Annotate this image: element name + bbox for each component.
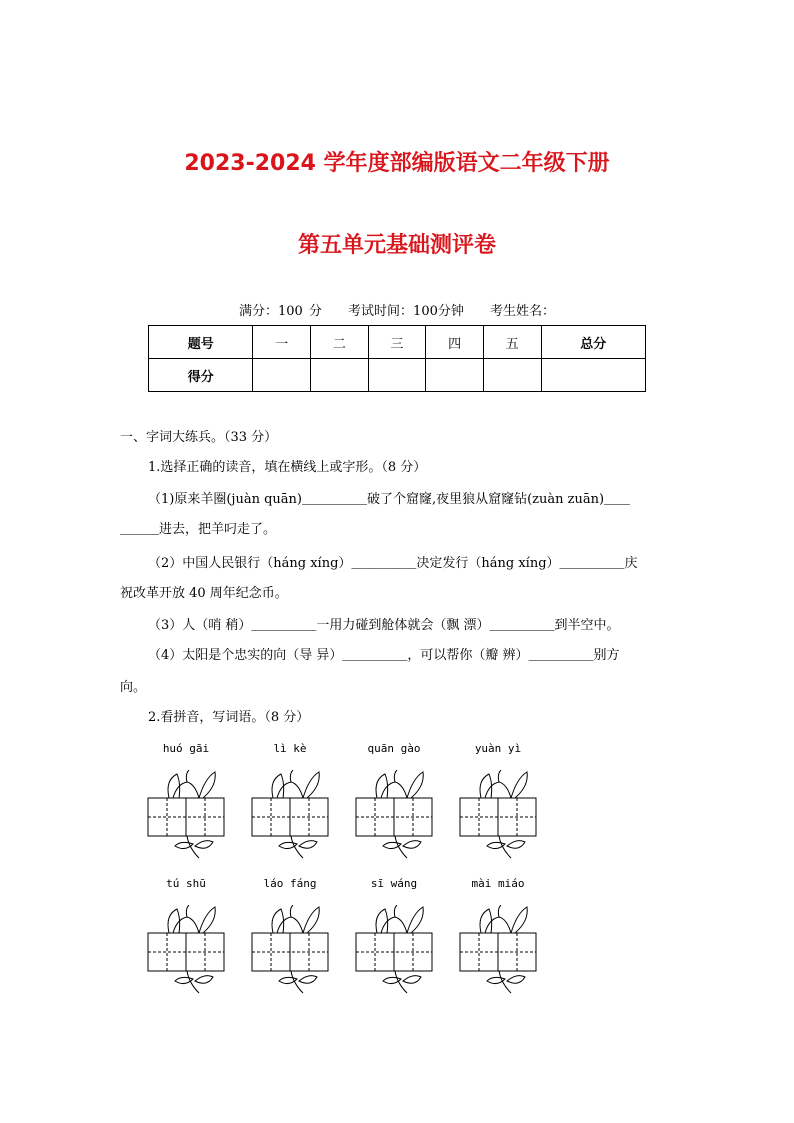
word-writing-grid[interactable] — [459, 905, 537, 995]
pinyin-label: quān gào — [367, 742, 421, 755]
title-line-2: 第五单元基础测评卷 — [297, 233, 496, 258]
pinyin-label: mài miáo — [471, 877, 525, 890]
score-header-cell: 题号 — [149, 326, 253, 359]
score-header-cell: 三 — [368, 326, 426, 359]
word-writing-grid[interactable] — [251, 770, 329, 860]
q1-heading: 1.选择正确的读音，填在横线上或字形。（8 分） — [148, 460, 427, 475]
score-header-cell: 二 — [311, 326, 369, 359]
score-table-score-row — [149, 359, 646, 392]
full-score: 满分：100 分 — [238, 304, 322, 319]
score-header-cell: 一 — [253, 326, 311, 359]
score-input-cell[interactable] — [483, 359, 541, 392]
score-input-cell[interactable] — [253, 359, 311, 392]
section-1-heading: 一、字词大练兵。（33 分） — [120, 430, 278, 445]
q2-heading: 2.看拼音，写词语。（8 分） — [148, 710, 310, 725]
pinyin-label: sī wáng — [370, 877, 418, 890]
pinyin-label: huó gāi — [162, 742, 210, 755]
exam-time: 考试时间：100分钟 — [348, 304, 464, 319]
pinyin-label: tú shū — [166, 877, 206, 890]
q1-item-2b: 祝改革开放 40 周年纪念币。 — [120, 586, 288, 601]
score-input-cell[interactable] — [311, 359, 369, 392]
score-table — [148, 325, 646, 392]
word-writing-grid[interactable] — [355, 905, 433, 995]
title-line-1: 2023-2024 学年度部编版语文二年级下册 — [184, 151, 610, 176]
word-writing-grid[interactable] — [459, 770, 537, 860]
q1-item-1a: （1)原来羊圈(juàn quān)＿＿＿＿＿破了个窟窿,夜里狼从窟窿钻(zuàn zuān)＿＿ — [148, 492, 631, 507]
q1-item-4b: 向。 — [120, 680, 147, 695]
score-header-cell: 四 — [426, 326, 484, 359]
name-label: 考生姓名： — [490, 304, 556, 319]
score-row-label: 得分 — [149, 359, 253, 392]
word-writing-grid[interactable] — [147, 770, 225, 860]
q1-item-4a: （4）太阳是个忠实的向（导 异）＿＿＿＿＿，可以帮你（瓣 辨）＿＿＿＿＿别方 — [148, 648, 620, 663]
exam-info — [0, 300, 794, 319]
score-input-cell[interactable] — [541, 359, 645, 392]
word-writing-grid[interactable] — [355, 770, 433, 860]
pinyin-label: láo fáng — [263, 877, 317, 890]
word-writing-grid[interactable] — [147, 905, 225, 995]
q1-item-3: （3）人（哨 稍）＿＿＿＿＿一用力碰到舱体就会（飘 漂）＿＿＿＿＿到半空中。 — [148, 618, 620, 633]
q1-item-2a: （2）中国人民银行（háng xíng）＿＿＿＿＿决定发行（háng xíng）＿＿＿＿＿庆 — [148, 556, 638, 571]
score-input-cell[interactable] — [368, 359, 426, 392]
score-header-cell: 总分 — [541, 326, 645, 359]
q1-item-1b: ＿＿＿进去，把羊叼走了。 — [120, 522, 277, 537]
score-header-cell: 五 — [483, 326, 541, 359]
score-input-cell[interactable] — [426, 359, 484, 392]
pinyin-label: yuàn yì — [474, 742, 522, 755]
score-table-header-row — [149, 326, 646, 359]
pinyin-label: lì kè — [273, 742, 307, 755]
word-writing-grid[interactable] — [251, 905, 329, 995]
